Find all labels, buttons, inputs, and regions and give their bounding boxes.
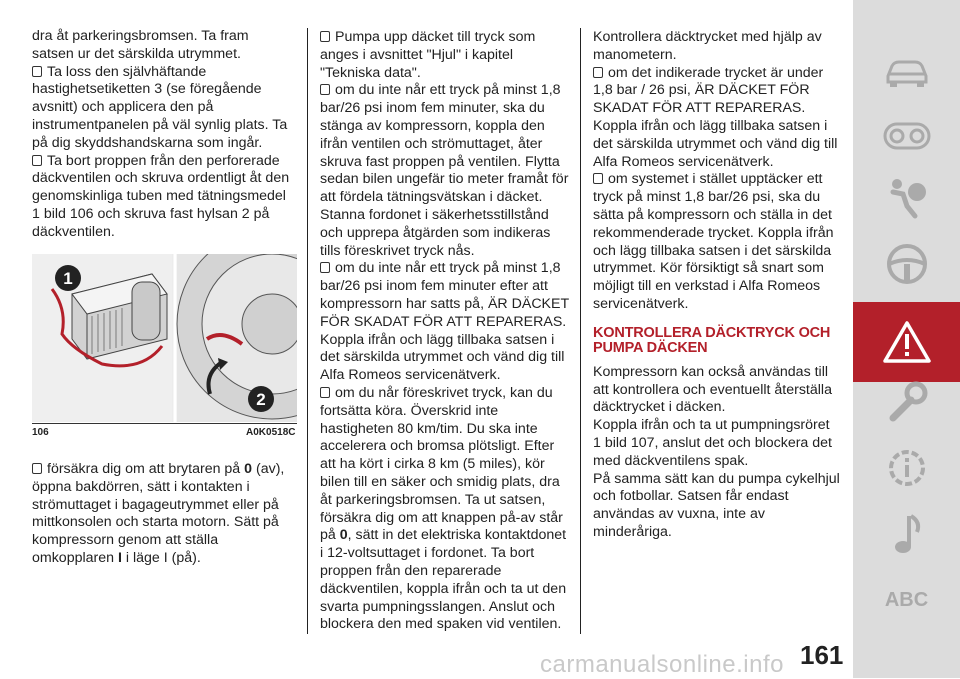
wrench-icon <box>885 380 929 424</box>
checkbox-bullet-icon <box>320 262 330 273</box>
off-symbol: 0 <box>339 527 348 544</box>
col2-paragraph-3 <box>320 260 570 385</box>
section-heading: KONTROLLERA DÄCKTRYCK OCH PUMPA DÄCKEN <box>593 324 831 356</box>
sidebar-item-technical-data[interactable] <box>853 436 960 500</box>
sidebar-item-multimedia[interactable] <box>853 502 960 566</box>
checkbox-bullet-icon <box>320 84 330 95</box>
sidebar-item-driving[interactable] <box>853 232 960 296</box>
off-symbol: 0 <box>244 461 253 477</box>
column-2 <box>320 29 570 634</box>
chapter-sidebar <box>853 0 960 678</box>
figure-code: A0K0518C <box>246 427 296 438</box>
col2-paragraph-2 <box>320 82 570 260</box>
airbag-icon <box>885 176 929 220</box>
col3-paragraph-1: Kontrollera däcktrycket med hjälp av manometern. <box>593 29 822 63</box>
col3-paragraph-3 <box>593 171 841 313</box>
col3-paragraph-2 <box>593 65 841 172</box>
sidebar-item-car[interactable] <box>853 40 960 104</box>
figure-106-illustration <box>32 254 297 422</box>
col2-paragraph-3-text: om du inte når ett tryck på minst 1,8 bar/26 psi inom fem minuter efter att kompressorn har satts på, ÄR DÄCKET FÖR SKADAT FÖR ATT REPARERAS. Koppla ifrån och lägg tillbaka satsen i det särskilda utrymmet och vänd dig till Alfa Romeos servicenätverk. <box>320 260 569 384</box>
col1-paragraph-1: dra åt parkeringsbromsen. Ta fram satsen ur det särskilda utrymmet. <box>32 28 249 62</box>
checkbox-bullet-icon <box>32 155 42 166</box>
callout-1: 1 <box>63 269 73 288</box>
car-icon <box>884 56 930 88</box>
col2-paragraph-1-text: Pumpa upp däcket till tryck som anges i avsnittet "Hjul" i kapitel "Tekniska data". <box>320 29 536 81</box>
figure-number: 106 <box>32 427 49 438</box>
callout-2: 2 <box>256 390 266 409</box>
col1b-paragraph-1 <box>32 461 294 568</box>
checkbox-bullet-icon <box>32 66 42 77</box>
checkbox-bullet-icon <box>32 463 42 474</box>
col2-paragraph-1 <box>320 29 570 82</box>
abc-index-icon: ABC <box>884 588 929 611</box>
page-number: 161 <box>800 640 844 670</box>
checkbox-bullet-icon <box>593 173 603 184</box>
steering-wheel-icon <box>885 242 929 286</box>
column-1-lower <box>32 461 294 568</box>
checkbox-bullet-icon <box>320 387 330 398</box>
column-3 <box>593 29 841 542</box>
music-note-icon <box>887 512 927 556</box>
on-symbol: I <box>117 549 122 566</box>
col3-paragraph-3-text: om systemet i stället upptäcker ett tryck på minst 1,8 bar/26 psi, ska du sätta på kompressorn och ställa in det rekommenderade trycket. Koppla ifrån och lägg tillbaka satsen i det särskilda utrymmet. Kör försiktigt så snart som möjligt till en verkstad i Alfa Romeos servicenätverk. <box>593 171 834 312</box>
col3-paragraph-4: Kompressorn kan också användas till att kontrollera och eventuellt återställa däcktrycket i däcken. <box>593 363 832 416</box>
dashboard-icon <box>883 122 931 150</box>
column-1 <box>32 28 294 242</box>
tire-repair-kit-illustration <box>32 254 297 422</box>
col1-paragraph-2 <box>32 64 294 153</box>
checkbox-bullet-icon <box>593 67 603 78</box>
col1b-text-2: (av), öppna bakdörren, sätt i kontakten i strömuttaget i bagageutrymmet eller på mittkonsolen och starta motorn. Sätt på kompressorn genom att ställa omkopplaren <box>32 461 285 566</box>
warning-triangle-icon <box>882 320 932 364</box>
sidebar-item-index[interactable] <box>853 568 960 632</box>
col1b-text-3: i läge I (på). <box>121 549 201 566</box>
sidebar-item-safety[interactable] <box>853 166 960 230</box>
column-divider-1 <box>307 28 308 634</box>
col3-paragraph-5: Koppla ifrån och ta ut pumpningsröret 1 bild 107, anslut det och blockera det med däckventilens spak. <box>593 417 832 469</box>
settings-info-icon <box>885 446 929 490</box>
col2-paragraph-4-text-a: om du når föreskrivet tryck, kan du fortsätta köra. Överskrid inte hastigheten 80 km/tim. Du ska inte accelerera och bromsa plötsligt. Efter att ha kört i cirka 8 km (5 miles), kör bilen till en säker och smidig plats, dra åt parkeringsbromsen. Ta ut satsen, försäkra dig om att knappen på-av står på <box>320 384 563 544</box>
checkbox-bullet-icon <box>320 31 330 42</box>
col1b-text-1: försäkra dig om att brytaren på <box>47 461 245 477</box>
watermark: carmanualsonline.info <box>540 651 784 678</box>
col3-paragraph-2-text: om det indikerade trycket är under 1,8 bar / 26 psi, ÄR DÄCKET FÖR SKADAT FÖR ATT REPARERAS. Koppla ifrån och lägg tillbaka satsen i det särskilda utrymmet och vänd dig till Alfa Romeos servicenätverk. <box>593 64 838 170</box>
col2-paragraph-4-text-b: , sätt in det elektriska kontaktdonet i 12-voltsuttaget i fordonet. Ta bort proppen från den reparerade däckventilen, koppla ifrån och ta ut den svarta pumpningsslangen. Anslut och blockera den med spaken vid ventilen. <box>320 527 567 633</box>
col2-paragraph-4 <box>320 385 570 634</box>
sidebar-item-dashboard[interactable] <box>853 104 960 168</box>
col1-paragraph-2-text: Ta loss den självhäftande hastighetsetiketten 3 (se föregående avsnitt) och applicera den på instrumentpanelen på väl synlig plats. Ta på dig skyddshandskarna som ingår. <box>32 63 288 151</box>
col1-paragraph-3-text: Ta bort proppen från den perforerade däckventilen och skruva ordentligt åt den genomskinliga tuben med tätningsmedel 1 bild 106 och skruva fast hylsan 2 på däckventilen. <box>32 152 290 240</box>
col1-paragraph-3 <box>32 153 294 242</box>
col3-paragraph-6: På samma sätt kan du pumpa cykelhjul och fotbollar. Satsen får endast användas av vuxna, inte av minderåriga. <box>593 470 840 540</box>
col2-paragraph-2-text: om du inte når ett tryck på minst 1,8 bar/26 psi inom fem minuter, ska du stänga av kompressorn, koppla den ifrån ventilen och strömuttaget, åter skruva fast proppen på ventilen. Flytta sedan bilen ungefär tio meter framåt för att fördela tätningsvätskan i däcket. Stanna fordonet i säkerhetsstillstånd och upprepa åtgärden som indikeras tills föreskrivet tryck nås. <box>320 82 569 259</box>
column-divider-2 <box>580 28 581 634</box>
sidebar-item-maintenance[interactable] <box>853 370 960 434</box>
figure-rule <box>32 423 297 424</box>
